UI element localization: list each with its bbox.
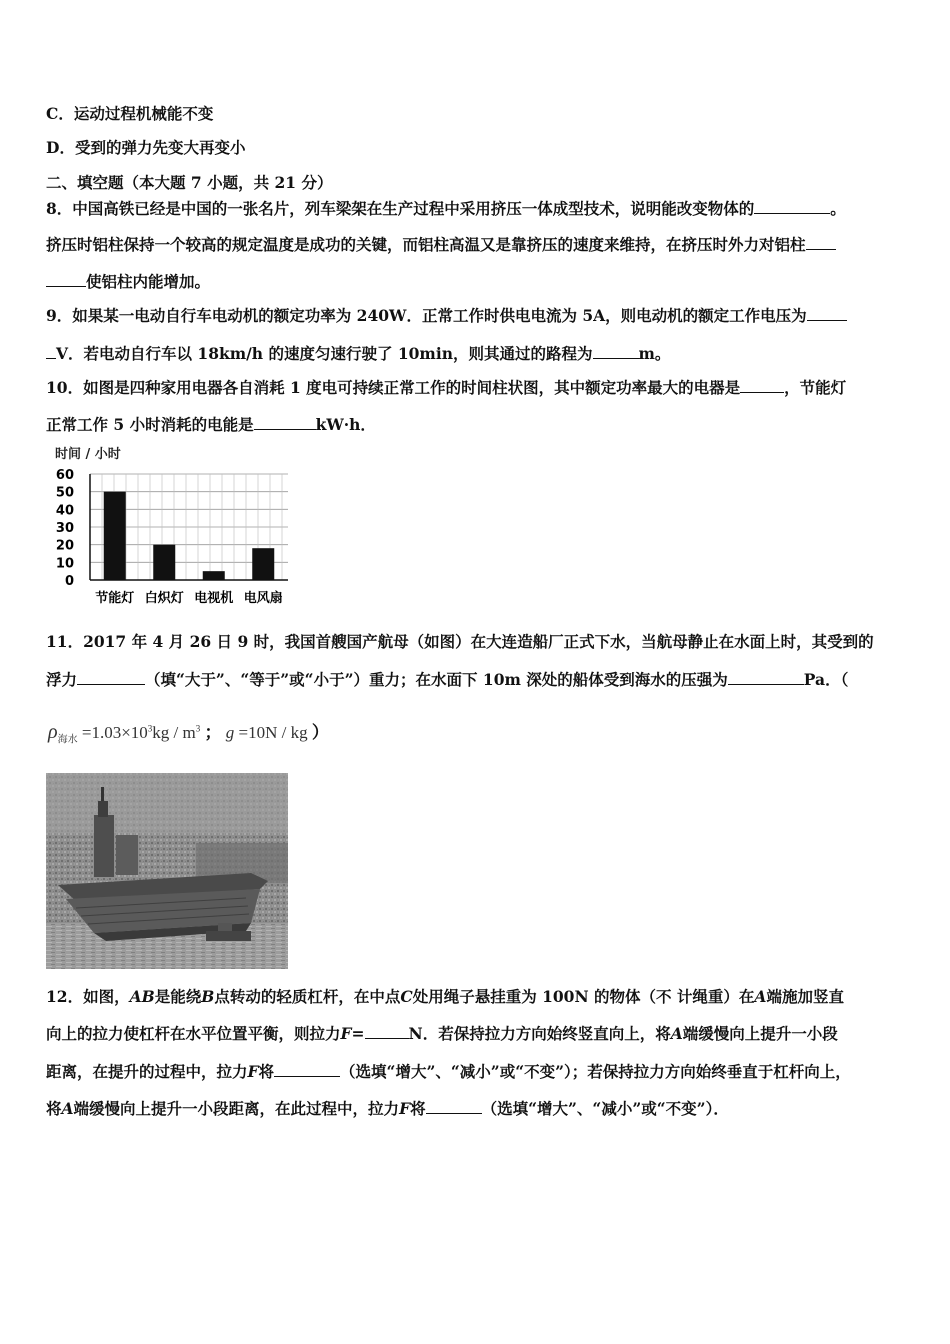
q10-text2a: 正常工作 5 小时消耗的电能是 [46,415,254,434]
q9-blank2 [593,343,639,359]
close-paren: ） [311,723,329,742]
q12-text1e: 端施加竖直 [766,987,844,1006]
rho-subscript: 海水 [57,734,78,746]
q12-line2 [46,1022,838,1044]
q8-line2 [46,233,836,255]
q10-blank1 [740,377,784,393]
q8-line3 [46,270,210,292]
q12-text4d: （选填“增大”、“减小”或“不变”）． [481,1099,729,1118]
q8-blank1 [754,198,830,214]
q8-text2: 挤压时铝柱保持一个较高的规定温度是成功的关键，而铝柱高温又是靠挤压的速度来维持，在挤压时外力对铝柱 [46,235,806,254]
y-tick-label: 30 [55,521,74,536]
q12-text2d: 端缓慢向上提升一小段 [682,1024,838,1043]
q12-ab: AB [129,987,155,1006]
q9-text2a: V．若电动自行车以 18km/h 的速度匀速行驶了 10min，则其通过的路程为 [56,344,593,363]
q10-text1b: ，节能灯 [784,378,847,397]
q12-text1b: 是能绕 [154,987,202,1006]
g-symbol: g [225,723,235,742]
y-tick-label: 10 [55,556,74,572]
bar-2 [153,545,175,580]
q10-line2 [46,413,376,435]
q9-text2b: m。 [638,344,671,363]
q11-line2 [46,668,848,690]
q8-text1-end: 。 [830,199,846,218]
y-tick-label: 0 [64,574,74,589]
x-category-label: 电风扇 [243,591,283,606]
q9-line2 [46,342,670,364]
chart-title: 时间 / 小时 [55,447,121,462]
q9-blank1a [807,305,847,321]
q12-text3a: 距离，在提升的过程中，拉力 [46,1062,248,1081]
q9-blank1b [46,343,56,359]
q12-f2: F [247,1062,259,1081]
q12-line3 [46,1060,851,1082]
aircraft-carrier-photo [46,773,288,969]
q12-f1: F [340,1024,352,1043]
q12-text2c: N．若保持拉力方向始终竖直向上，将 [408,1024,671,1043]
separator: ； [204,723,222,742]
q12-a2: A [670,1024,683,1043]
q12-text4c: 将 [410,1099,426,1118]
q8-text1: 8．中国高铁已经是中国的一张名片，列车梁架在生产过程中采用挤压一体成型技术，说明能改变物体的 [46,199,755,218]
x-category-label: 白炽灯 [144,591,184,606]
q11-constants [48,718,329,745]
y-tick-label: 20 [55,538,74,554]
q12-a1: A [754,987,767,1006]
q12-text1c: 点转动的轻质杠杆，在中点 [214,987,401,1006]
q12-line1 [46,985,844,1007]
rho-symbol: ρ [48,721,58,743]
q11-text1: 11．2017 年 4 月 26 日 9 时，我国首艘国产航母（如图）在大连造船厂正式下水，当航母静止在水面上时，其受到的 [46,632,874,651]
y-tick-label: 60 [55,468,74,483]
q8-text3: 使铝柱内能增加。 [86,272,211,291]
q12-b: B [201,987,215,1006]
q12-text2a: 向上的拉力使杠杆在水平位置平衡，则拉力 [46,1024,341,1043]
bar-4 [252,548,274,580]
y-tick-label: 50 [55,485,74,501]
q12-a3: A [61,1099,74,1118]
q10-text1a: 10．如图是四种家用电器各自消耗 1 度电可持续正常工作的时间柱状图，其中额定功率最大的电器是 [46,378,741,397]
q11-text2b: （填“大于”、“等于”或“小于”）重力；在水面下 10m 深处的船体受到海水的压强为 [145,670,728,689]
bar-1 [104,492,126,580]
option-c: C．运动过程机械能不变 [46,104,214,123]
q12-text1a: 12．如图， [46,987,130,1006]
x-category-label: 节能灯 [95,591,135,606]
q9-text1: 9．如果某一电动自行车电动机的额定功率为 240W．正常工作时供电电流为 5A，则电动机的额定工作电压为 [46,306,807,325]
q12-text2b: = [351,1024,365,1043]
option-d: D．受到的弹力先变大再变小 [46,138,246,157]
q12-blank2 [274,1061,340,1077]
q12-blank3 [426,1098,482,1114]
q9-line1 [46,304,847,326]
q12-blank1 [365,1023,409,1039]
q12-text3b: 将 [258,1062,275,1081]
q10-text2b: kW·h． [315,415,376,434]
rho-unit-exponent: 3 [195,723,201,734]
q11-blank1 [77,669,145,685]
q10-blank2 [254,414,316,430]
q12-text1d: 处用绳子悬挂重为 100N 的物体（不 计绳重）在 [412,987,755,1006]
q12-c: C [400,987,413,1006]
q10-line1 [46,376,846,398]
usage-time-bar-chart [50,442,295,610]
q11-line1 [46,630,874,652]
q8-blank2b [46,271,86,287]
q8-blank2a [806,234,836,250]
q11-text2a: 浮力 [46,670,78,689]
q12-text3c: （选填“增大”、“减小”或“不变”）；若保持拉力方向始终垂直于杠杆向上， [340,1062,851,1081]
section-heading: 二、填空题（本大题 7 小题，共 21 分） [46,173,333,192]
rho-value: =1.03×10 [81,723,148,742]
g-value: =10N / kg [238,723,308,742]
rho-exponent: 3 [147,723,153,734]
q12-text4a: 将 [46,1099,62,1118]
q11-text2c: Pa．（ [803,670,849,689]
x-category-label: 电视机 [194,591,234,606]
q8-line1 [46,197,846,219]
rho-unit: kg / m [152,723,196,742]
q12-f3: F [399,1099,411,1118]
q12-line4 [46,1097,729,1119]
q12-text4b: 端缓慢向上提升一小段距离，在此过程中，拉力 [73,1099,400,1118]
y-tick-label: 40 [55,503,74,519]
q11-blank2 [728,669,804,685]
bar-3 [203,571,225,580]
